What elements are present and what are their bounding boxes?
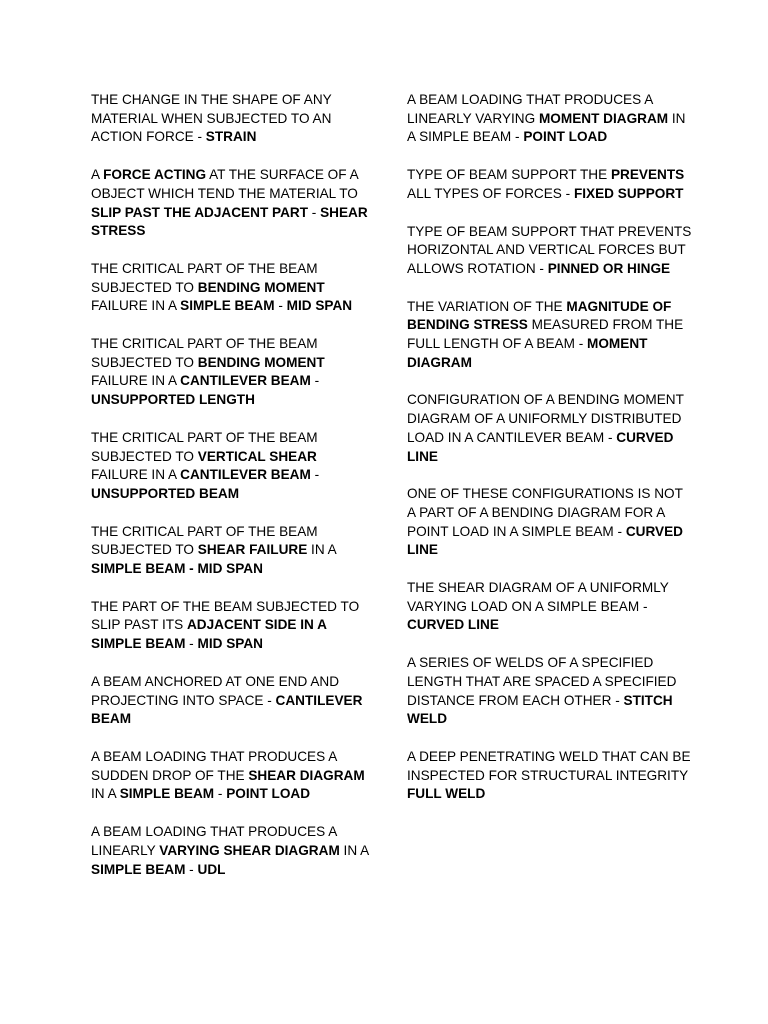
answer-text: BENDING MOMENT	[197, 354, 325, 370]
question-text: IN A	[307, 542, 336, 558]
qa-entry	[407, 298, 692, 373]
qa-entry	[407, 166, 692, 203]
qa-entry	[407, 579, 692, 635]
question-text: -	[310, 373, 320, 389]
question-text: IN A	[339, 842, 369, 858]
answer-text: CURVED LINE	[407, 523, 683, 558]
answer-text: STRAIN	[205, 129, 257, 145]
answer-text: FORCE ACTING	[103, 167, 207, 183]
answer-text: SHEAR FAILURE	[197, 542, 308, 558]
answer-text: SLIP PAST THE ADJACENT PART	[91, 204, 309, 220]
question-text: -	[274, 298, 287, 314]
answer-text: VERTICAL SHEAR	[197, 448, 317, 464]
question-text: CONFIGURATION OF A BENDING MOMENT DIAGRAM OF A UNIFORMLY DISTRIBUTED LOAD IN A CANTILEVER BEAM -	[407, 392, 684, 445]
question-text: THE CRITICAL PART OF THE BEAM SUBJECTED TO	[91, 429, 318, 464]
question-text: AT THE SURFACE OF A OBJECT WHICH TEND THE MATERIAL TO	[91, 167, 358, 201]
qa-entry	[91, 166, 376, 241]
question-text: A BEAM LOADING THAT PRODUCES A LINEARLY	[91, 824, 337, 858]
qa-entry	[91, 748, 376, 804]
qa-entry	[91, 335, 376, 410]
answer-text: CURVED LINE	[407, 617, 499, 633]
question-text: THE CRITICAL PART OF THE BEAM SUBJECTED TO	[91, 336, 318, 370]
right-column	[407, 91, 692, 823]
question-text: IN A SIMPLE BEAM -	[407, 110, 686, 145]
answer-text: MOMENT DIAGRAM	[407, 336, 648, 370]
answer-text: ADJACENT SIDE IN A SIMPLE BEAM	[91, 617, 327, 652]
question-text: A SERIES OF WELDS OF A SPECIFIED LENGTH THAT ARE SPACED A SPECIFIED DISTANCE FROM EACH OTHER -	[407, 655, 677, 708]
question-text: A	[91, 167, 104, 183]
question-text: -	[185, 861, 198, 877]
qa-entry	[91, 523, 376, 579]
qa-entry	[91, 260, 376, 316]
question-text: TYPE OF BEAM SUPPORT THAT PREVENTS HORIZONTAL AND VERTICAL FORCES BUT ALLOWS ROTATION -	[407, 223, 692, 276]
answer-text: SHEAR DIAGRAM	[248, 767, 365, 783]
qa-entry	[91, 429, 376, 504]
answer-text: POINT LOAD	[523, 129, 608, 145]
answer-text: PREVENTS	[610, 167, 685, 183]
answer-text: STITCH WELD	[407, 692, 673, 727]
question-text: -	[214, 786, 227, 802]
question-text: THE CHANGE IN THE SHAPE OF ANY MATERIAL WHEN SUBJECTED TO AN ACTION FORCE -	[91, 92, 332, 145]
answer-text: SIMPLE BEAM	[91, 861, 186, 877]
answer-text: UNSUPPORTED LENGTH	[91, 392, 255, 408]
question-text: ALL TYPES OF FORCES -	[407, 185, 574, 201]
question-text: THE VARIATION OF THE	[407, 298, 567, 314]
answer-text: MAGNITUDE OF BENDING STRESS	[407, 298, 672, 333]
answer-text: CURVED LINE	[407, 429, 674, 464]
qa-entry	[407, 391, 692, 466]
answer-text: MID SPAN	[286, 298, 353, 314]
question-text: FAILURE IN A	[91, 373, 181, 389]
answer-text: BENDING MOMENT	[197, 279, 325, 295]
question-text: MEASURED FROM THE FULL LENGTH OF A BEAM -	[407, 317, 684, 352]
answer-text: SIMPLE BEAM	[180, 298, 275, 314]
answer-text: UDL	[197, 861, 226, 877]
question-text: THE CRITICAL PART OF THE BEAM SUBJECTED TO	[91, 523, 318, 558]
question-text: -	[185, 636, 198, 652]
question-text: -	[310, 467, 320, 483]
question-text: THE SHEAR DIAGRAM OF A UNIFORMLY VARYING LOAD ON A SIMPLE BEAM -	[407, 580, 669, 614]
answer-text: FULL WELD	[407, 786, 486, 802]
answer-text: POINT LOAD	[226, 786, 311, 802]
answer-text: VARYING SHEAR DIAGRAM	[159, 842, 340, 858]
qa-entry	[407, 91, 692, 147]
answer-text: MID SPAN	[197, 636, 263, 652]
qa-entry	[407, 223, 692, 279]
question-text: IN A	[91, 786, 120, 802]
answer-text: UNSUPPORTED BEAM	[91, 485, 240, 501]
question-text: FAILURE IN A	[91, 298, 181, 314]
qa-entry	[91, 823, 376, 879]
answer-text: SIMPLE BEAM - MID SPAN	[91, 561, 263, 577]
question-text: FAILURE IN A	[91, 467, 181, 483]
answer-text: MOMENT DIAGRAM	[538, 110, 669, 126]
answer-text: CANTILEVER BEAM	[180, 467, 311, 483]
answer-text: SIMPLE BEAM	[119, 786, 215, 802]
answer-text: SHEAR STRESS	[91, 204, 368, 239]
answer-text: FIXED SUPPORT	[573, 185, 684, 201]
question-text: THE PART OF THE BEAM SUBJECTED TO SLIP PAST ITS	[91, 598, 360, 633]
question-text: A BEAM LOADING THAT PRODUCES A SUDDEN DROP OF THE	[91, 748, 337, 783]
answer-text: CANTILEVER BEAM	[180, 373, 311, 389]
qa-entry	[407, 748, 692, 804]
qa-entry	[91, 673, 376, 729]
question-text: ONE OF THESE CONFIGURATIONS IS NOT A PART OF A BENDING DIAGRAM FOR A POINT LOAD IN A SIMPLE BEAM -	[407, 486, 683, 539]
qa-entry	[91, 598, 376, 654]
question-text: TYPE OF BEAM SUPPORT THE	[407, 167, 611, 183]
question-text: THE CRITICAL PART OF THE BEAM SUBJECTED TO	[91, 260, 318, 295]
answer-text: CANTILEVER BEAM	[91, 692, 363, 727]
question-text: A DEEP PENETRATING WELD THAT CAN BE INSPECTED FOR STRUCTURAL INTEGRITY	[407, 748, 691, 783]
qa-entry	[407, 654, 692, 729]
question-text: -	[308, 204, 321, 220]
left-column	[91, 91, 376, 898]
question-text: A BEAM ANCHORED AT ONE END AND PROJECTING INTO SPACE -	[91, 673, 340, 708]
qa-entry	[407, 485, 692, 560]
qa-entry	[91, 91, 376, 147]
question-text: A BEAM LOADING THAT PRODUCES A LINEARLY VARYING	[407, 92, 653, 126]
answer-text: PINNED OR HINGE	[547, 260, 671, 276]
